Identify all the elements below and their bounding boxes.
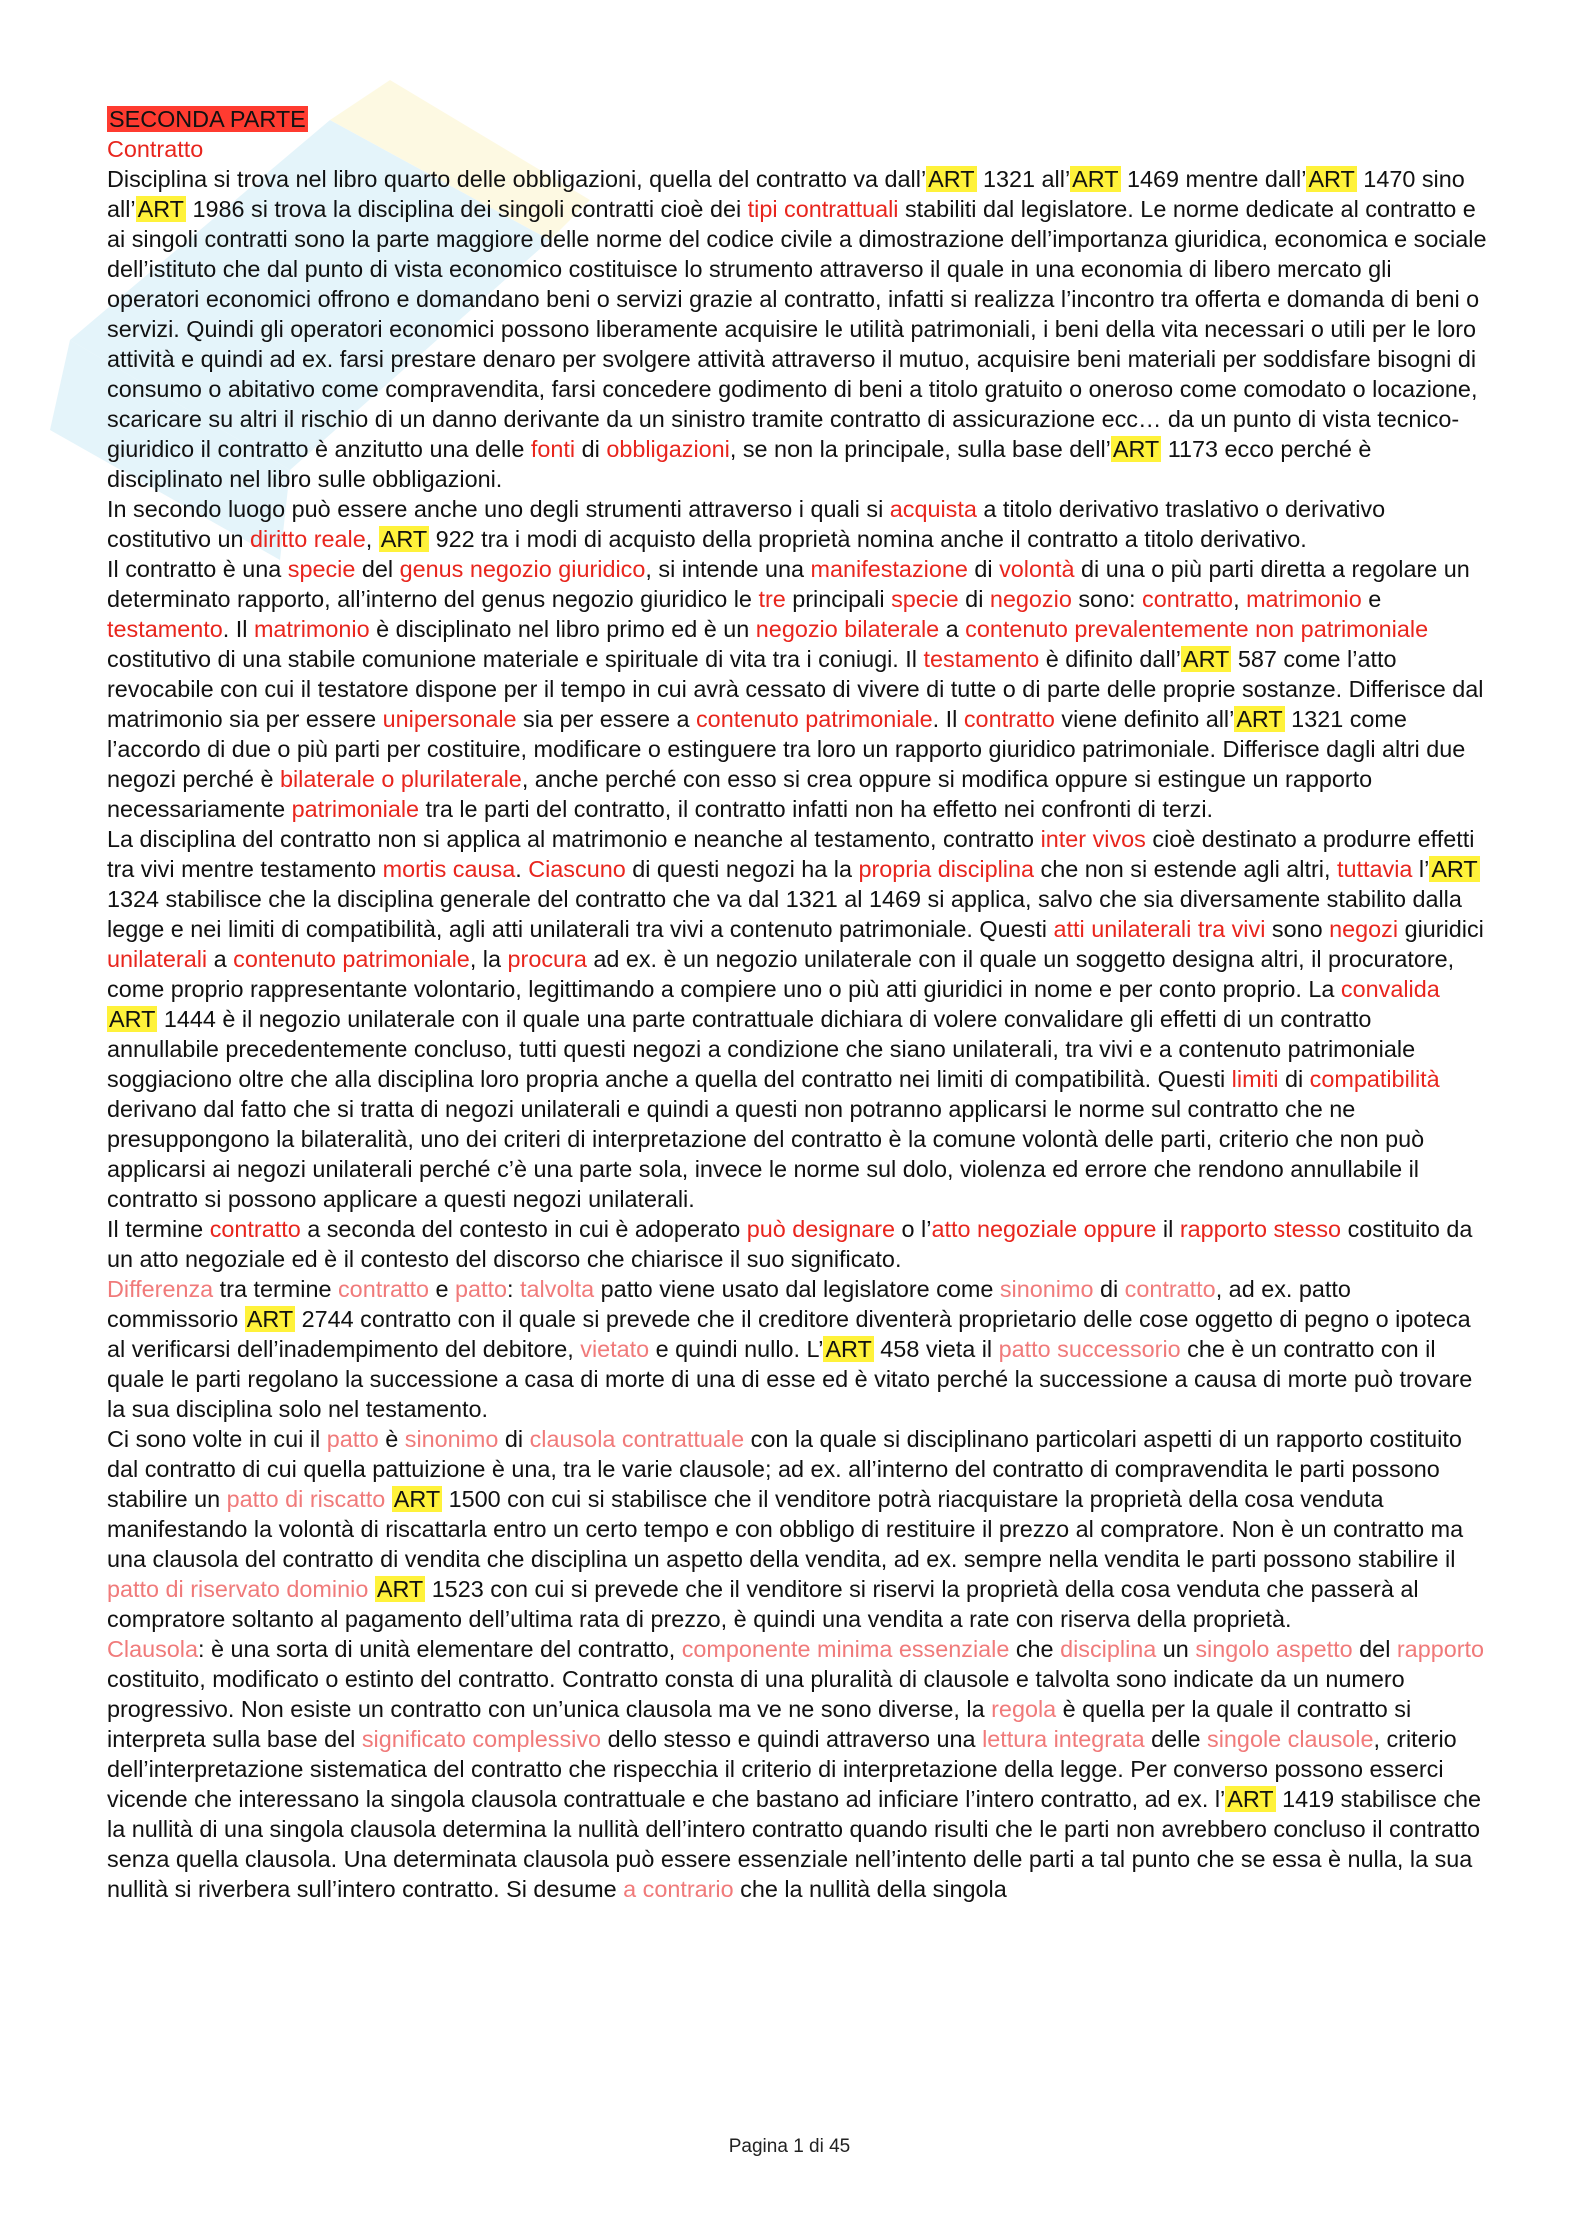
article-ref-highlight: ART [1072,166,1119,192]
text-run [368,1576,375,1602]
text-run: che è un contratto con il quale le parti regolano la successione a casa di morte di una di esse ed è vitato perché la successione a causa di morte può trovare la sua disciplina solo nel testamento. [107,1336,1473,1422]
keyword-red: acquista [889,496,977,522]
text-run: 1500 con cui si stabilisce che il venditore potrà riacquistare la proprietà della cosa venduta manifestando la volontà di riscattarla entro un certo tempo e con obbligo di restituire il prezzo al compratore. Non è un contratto ma una clausola del contratto di vendita che disciplina un aspetto della vendita, ad ex. sempre nella vendita le parti possono stabilire il [107,1486,1464,1572]
text-run: 1321 all’ [976,166,1071,192]
keyword-red: bilaterale o plurilaterale [279,766,522,792]
text-run: di [958,586,990,612]
text-run: sia per essere a [516,706,696,732]
text-run: a seconda del contesto in cui è adoperato [300,1216,747,1242]
keyword-red: contenuto patrimoniale [695,706,933,732]
keyword-pink: componente minima essenziale [681,1636,1010,1662]
paragraph [107,1214,1487,1274]
article-ref-highlight: ART [1308,166,1355,192]
text-run: In secondo luogo può essere anche uno degli strumenti attraverso i quali si [107,496,890,522]
keyword-red: diritto reale [250,526,366,552]
text-run: , anche perché con esso si crea oppure si modifica oppure si estingue un rapporto necessariamente [107,766,1373,822]
keyword-red: rapporto stesso [1179,1216,1342,1242]
text-run: di questi negozi ha la [625,856,859,882]
text-run: costituito, modificato o estinto del contratto. Contratto consta di una pluralità di clausole e talvolta sono indicate da un numero progressivo. Non esiste un contratto con un’unica clausola ma ve ne sono diverse, la [107,1666,1405,1722]
text-run: . Il [932,706,964,732]
keyword-red: unipersonale [382,706,517,732]
paragraph [107,164,1487,494]
keyword-pink: singolo aspetto [1195,1636,1353,1662]
keyword-red: Ciascuno [528,856,626,882]
keyword-red: contenuto prevalentemente non patrimoniale [965,616,1429,642]
text-run: stabiliti dal legislatore. Le norme dedicate al contratto e ai singoli contratti sono la parte maggiore delle norme del codice civile a dimostrazione dell’importanza giuridica, economica e sociale dell’istituto che dal punto di vista economico costituisce lo strumento attraverso il quale in una economia di libero mercato gli operatori economici offrono e domandano beni o servizi grazie al contratto, infatti si realizza l’incontro tra offerta e domanda di beni o servizi. Quindi gli operatori economici possono liberamente acquisire le utilità patrimoniali, i beni della vita necessari o utili per le loro attività e quindi ad ex. farsi prestare denaro per svolgere attività attraverso il mutuo, acquisire beni materiali per soddisfare bisogni di consumo o abitativo come compravendita, farsi concedere godimento di beni a titolo gratuito o oneroso come comodato o locazione, scaricare su altri il rischio di un danno derivante da un sinistro tramite contratto di assicurazione ecc… da un punto di vista tecnico-giuridico il contratto è anzitutto una delle [107,196,1487,462]
keyword-pink: talvolta [520,1276,595,1302]
keyword-red: tuttavia [1336,856,1413,882]
text-run: di [1278,1066,1310,1092]
text-run: e [429,1276,456,1302]
keyword-pink: patto successorio [998,1336,1181,1362]
keyword-pink: patto di riservato dominio [107,1576,369,1602]
keyword-pink: singole clausole [1207,1726,1374,1752]
text-run: è disciplinato nel libro primo ed è un [369,616,756,642]
text-run: è quella per la quale il contratto si interpreta sulla base del [107,1696,1412,1752]
text-run: un [1156,1636,1196,1662]
text-run: 1469 mentre dall’ [1120,166,1307,192]
text-run: . Il [222,616,254,642]
keyword-pink: significato complessivo [361,1726,602,1752]
text-run: 1523 con cui si prevede che il venditore si riservi la proprietà della cosa venduta che passerà al compratore soltanto al pagamento dell’ultima rata di prezzo, è quindi una vendita a rate con riserva della proprietà. [107,1576,1419,1632]
text-run: 1986 si trova la disciplina dei singoli contratti cioè dei [185,196,748,222]
text-run: è difinito dall’ [1039,646,1181,672]
keyword-red: matrimonio [1246,586,1362,612]
article-ref-highlight: ART [380,526,428,552]
keyword-red: unilaterali [107,946,208,972]
text-run: cioè destinato a produrre effetti tra vivi mentre testamento [107,826,1475,882]
text-run: 1324 stabilisce che la disciplina generale del contratto che va dal 1321 al 1469 si applica, salvo che sia diversamente stabilito dalla legge e nei limiti di compatibilità, agli atti unilaterali tra vivi a contenuto patrimoniale. Questi [107,886,1462,942]
keyword-pink: rapporto [1396,1636,1485,1662]
keyword-red: patrimoniale [291,796,420,822]
keyword-red: negozio bilaterale [755,616,940,642]
article-ref-highlight: ART [109,1006,156,1032]
article-ref-highlight: ART [825,1336,872,1362]
keyword-pink: lettura integrata [982,1726,1145,1752]
document-body [107,104,1487,1904]
keyword-red: convalida [1340,976,1440,1002]
keyword-pink: sinonimo [999,1276,1094,1302]
text-run: con la quale si disciplinano particolari aspetti di un rapporto costituito dal contratto di cui quella pattuizione è una, tra le varie clausole; ad ex. all’interno del contratto di compravendita le parti possono stabilire un [107,1426,1462,1512]
page-footer: Pagina 1 di 45 [728,2136,851,2157]
text-run: : è una sorta di unità elementare del contratto, [198,1636,682,1662]
text-run: derivano dal fatto che si tratta di negozi unilaterali e quindi a questi non potranno applicarsi le norme sul contratto che ne presuppongono la bilateralità, uno dei criteri di interpretazione del contratto è la comune volontà delle parti, criterio che non può applicarsi ai negozi unilaterali perché c’è una parte sola, invece le norme sul dolo, violenza ed errore che rendono annullabile il contratto si possono applicare a questi negozi unilaterali. [107,1096,1425,1212]
keyword-pink: Clausola [107,1636,199,1662]
text-run: il [1156,1216,1180,1242]
text-run: di una o più parti diretta a regolare un determinato rapporto, all’interno del genus negozio giuridico le [107,556,1470,612]
paragraph [107,554,1487,824]
keyword-red: inter vivos [1040,826,1146,852]
text-run: , si intende una [645,556,811,582]
keyword-pink: patto di riscatto [226,1486,386,1512]
keyword-red: limiti [1231,1066,1279,1092]
text-run: , se non la principale, sulla base dell’ [729,436,1111,462]
paragraph [107,1634,1487,1904]
keyword-red: compatibilità [1309,1066,1440,1092]
keyword-pink: patto [326,1426,379,1452]
keyword-pink: Differenza [107,1276,214,1302]
keyword-pink: patto [455,1276,508,1302]
keyword-pink: sinonimo [404,1426,499,1452]
article-ref-highlight: ART [928,166,975,192]
text-run: Il contratto è una [107,556,288,582]
article-ref-highlight: ART [393,1486,441,1512]
keyword-pink: vietato [580,1336,650,1362]
text-run: , criterio dell’interpretazione sistematica del contratto che rispecchia il criterio di interpretazione della legge. Per converso possono esserci vicende che interessano la singola clausola contrattuale e che bastano ad inficiare l’intero contratto, ad ex. l’ [107,1726,1457,1812]
text-run: Ci sono volte in cui il [107,1426,327,1452]
text-run: di [967,556,1000,582]
keyword-red: contratto [1142,586,1234,612]
keyword-red: genus negozio giuridico [399,556,646,582]
keyword-red: negozi [1329,916,1399,942]
text-run: tra le parti del contratto, il contratto infatti non ha effetto nei confronti di terzi. [419,796,1214,822]
text-run: 1321 come l’accordo di due o più parti per costituire, modificare o estinguere tra loro un rapporto giuridico patrimoniale. Differisce dagli altri due negozi perché è [107,706,1466,792]
text-run: Disciplina si trova nel libro quarto delle obbligazioni, quella del contratto va dall’ [107,166,927,192]
text-run: , [1233,586,1247,612]
text-run: a [939,616,966,642]
keyword-red: testamento [923,646,1040,672]
paragraph [107,1424,1487,1634]
text-run: giuridici [1398,916,1484,942]
article-ref-highlight: ART [1182,646,1230,672]
text-run: sono [1265,916,1330,942]
keyword-red: specie [891,586,959,612]
section-subheading: Contratto [107,136,204,162]
text-run: di [575,436,607,462]
keyword-pink: contratto [337,1276,429,1302]
text-run: a titolo derivativo traslativo o derivativo costitutivo un [107,496,1386,552]
keyword-red: atti unilaterali tra vivi [1053,916,1266,942]
article-ref-highlight: ART [1236,706,1283,732]
article-ref-highlight: ART [246,1306,294,1332]
keyword-red: obbligazioni [606,436,730,462]
paragraph [107,1274,1487,1424]
text-run: 458 vieta il [873,1336,999,1362]
keyword-red: atto negoziale oppure [931,1216,1157,1242]
keyword-red: volontà [999,556,1075,582]
keyword-pink: regola [991,1696,1057,1722]
article-ref-highlight: ART [1112,436,1160,462]
text-run: che [1009,1636,1061,1662]
keyword-red: tipi contrattuali [747,196,899,222]
text-run: tra termine [213,1276,338,1302]
text-run: è [378,1426,405,1452]
text-run: 1470 sino all’ [107,166,1465,222]
keyword-red: negozio [989,586,1072,612]
article-ref-highlight: ART [1227,1786,1274,1812]
keyword-red: contenuto patrimoniale [233,946,470,972]
text-run: patto viene usato dal legislatore come [594,1276,1000,1302]
text-run: 1444 è il negozio unilaterale con il quale una parte contrattuale dichiara di volere convalidare gli effetti di un contratto annullabile precedentemente concluso, tutti questi negozi a condizione che siano unilaterali, tra vivi e a contenuto patrimoniale soggiaciono oltre che alla disciplina loro propria anche a quella del contratto nei limiti di compatibilità. Questi [107,1006,1416,1092]
text-run: principali [785,586,892,612]
keyword-red: testamento [107,616,223,642]
keyword-pink: a contrario [623,1876,734,1902]
section-heading: SECONDA PARTE [109,106,306,132]
text-run: 587 come l’atto revocabile con cui il testatore dispone per il tempo in cui avrà cessato di vivere di tutte o di parte delle proprie sostanze. Differisce dal matrimonio sia per essere [107,646,1484,732]
text-run: viene definito all’ [1054,706,1235,732]
text-run: , la [469,946,508,972]
text-run [385,1486,392,1512]
text-run: La disciplina del contratto non si applica al matrimonio e neanche al testamento, contratto [107,826,1041,852]
article-ref-highlight: ART [376,1576,424,1602]
keyword-red: mortis causa [382,856,516,882]
text-run: e [1361,586,1382,612]
keyword-red: matrimonio [253,616,370,642]
text-run: del [355,556,400,582]
keyword-pink: disciplina [1060,1636,1157,1662]
text-run: del [1352,1636,1397,1662]
text-run: 922 tra i modi di acquisto della proprietà nomina anche il contratto a titolo derivativo. [429,526,1307,552]
article-ref-highlight: ART [137,196,184,222]
text-run: dello stesso e quindi attraverso una [601,1726,983,1752]
text-run: sono: [1071,586,1143,612]
keyword-red: propria disciplina [858,856,1035,882]
paragraph [107,494,1487,554]
keyword-pink: clausola contrattuale [529,1426,745,1452]
text-run: Il termine [107,1216,210,1242]
paragraph [107,824,1487,1214]
keyword-red: fonti [530,436,576,462]
text-run: 1419 stabilisce che la nullità di una singola clausola determina la nullità dell’intero contratto quando risulti che le parti non avrebbero concluso il contratto senza quella clausola. Una determinata clausola può essere essenziale nell’intento delle parti a tal punto che se essa è nulla, la sua nullità si riverbera sull’intero contratto. Si desume [107,1786,1482,1902]
text-run: e quindi nullo. L’ [649,1336,824,1362]
keyword-pink: contratto [1124,1276,1216,1302]
text-run: : [507,1276,521,1302]
text-run: , [365,526,379,552]
text-run: che la nullità della singola [733,1876,1007,1902]
keyword-red: contratto [209,1216,301,1242]
text-run: 1173 ecco perché è disciplinato nel libro sulle obbligazioni. [107,436,1372,492]
keyword-red: può designare [746,1216,896,1242]
paragraph-list [107,164,1487,1904]
text-run: di [1093,1276,1125,1302]
text-run: a [207,946,234,972]
keyword-red: specie [287,556,356,582]
text-run: ad ex. è un negozio unilaterale con il quale un soggetto designa altri, il procuratore, come proprio rappresentante volontario, legittimando a compiere uno o più atti giuridici in nome e per conto proprio. La [107,946,1455,1002]
text-run: che non si estende agli altri, [1034,856,1337,882]
text-run: o l’ [895,1216,932,1242]
text-run: di [498,1426,530,1452]
text-run: 2744 contratto con il quale si prevede che il creditore diventerà proprietario delle cose oggetto di pegno o ipoteca al verificarsi dell’inadempimento del debitore, [107,1306,1471,1362]
text-run: costitutivo di una stabile comunione materiale e spirituale di vita tra i coniugi. Il [107,646,924,672]
text-run: l’ [1412,856,1430,882]
article-ref-highlight: ART [1431,856,1478,882]
text-run: delle [1144,1726,1208,1752]
keyword-red: manifestazione [810,556,968,582]
text-run: costituito da un atto negoziale ed è il contesto del discorso che chiarisce il suo significato. [107,1216,1473,1272]
keyword-red: contratto [963,706,1055,732]
keyword-red: tre [758,586,786,612]
keyword-red: procura [507,946,587,972]
text-run: . [515,856,529,882]
text-run: , ad ex. patto commissorio [107,1276,1351,1332]
